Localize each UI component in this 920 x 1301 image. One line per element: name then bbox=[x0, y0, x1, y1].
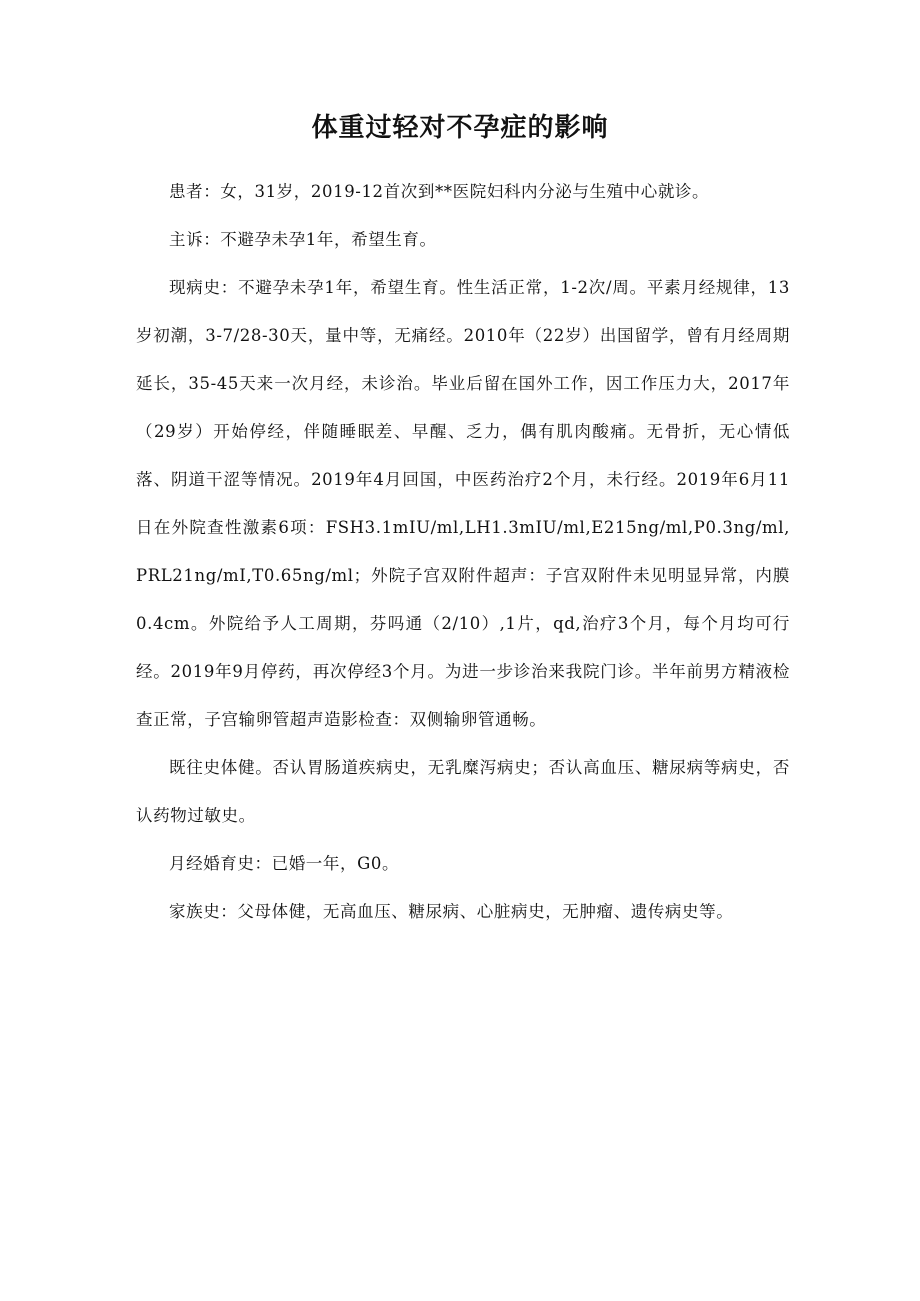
paragraph-patient-info: 患者：女，31岁，2019-12首次到**医院妇科内分泌与生殖中心就诊。 bbox=[169, 182, 710, 201]
paragraph-chief-complaint: 主诉：不避孕未孕1年，希望生育。 bbox=[169, 230, 437, 249]
paragraph-present-illness: 现病史：不避孕未孕1年，希望生育。性生活正常，1-2次/周。平素月经规律，13岁初潮，3-7/28-30天，量中等，无痛经。2010年（22岁）出国留学，曾有月经周期延长，35-45天来一次月经，未诊治。毕业后留在国外工作，因工作压力大，2017年（29岁）开始停经，伴随睡眠差、早醒、乏力，偶有肌肉酸痛。无骨折，无心情低落、阴道干涩等情况。2019年4月回国，中医药治疗2个月，未行经。2019年6月11日在外院查性激素6项：FSH3.1mIU/ml,LH1.3mIU/ml,E215ng/ml,P0.3ng/ml,PRL21ng/mI,T0.65ng/ml；外院子宫双附件超声：子宫双附件未见明显异常，内膜0.4cm。外院给予人工周期，芬吗通（2/10）,1片，qd,治疗3个月，每个月均可行经。2019年9月停药，再次停经3个月。为进一步诊治来我院门诊。半年前男方精液检查正常，子宫输卵管超声造影检查：双侧输卵管通畅。 bbox=[136, 278, 790, 729]
paragraph-family-history: 家族史：父母体健，无高血压、糖尿病、心脏病史，无肿瘤、遗传病史等。 bbox=[169, 902, 734, 921]
document-body bbox=[136, 168, 790, 936]
document-title: 体重过轻对不孕症的影响 bbox=[311, 113, 609, 143]
paragraph-past-history: 既往史体健。否认胃肠道疾病史，无乳糜泻病史；否认高血压、糖尿病等病史，否认药物过敏史。 bbox=[136, 758, 790, 825]
paragraph-menstrual-marital-history: 月经婚育史：已婚一年，G0。 bbox=[169, 854, 400, 873]
